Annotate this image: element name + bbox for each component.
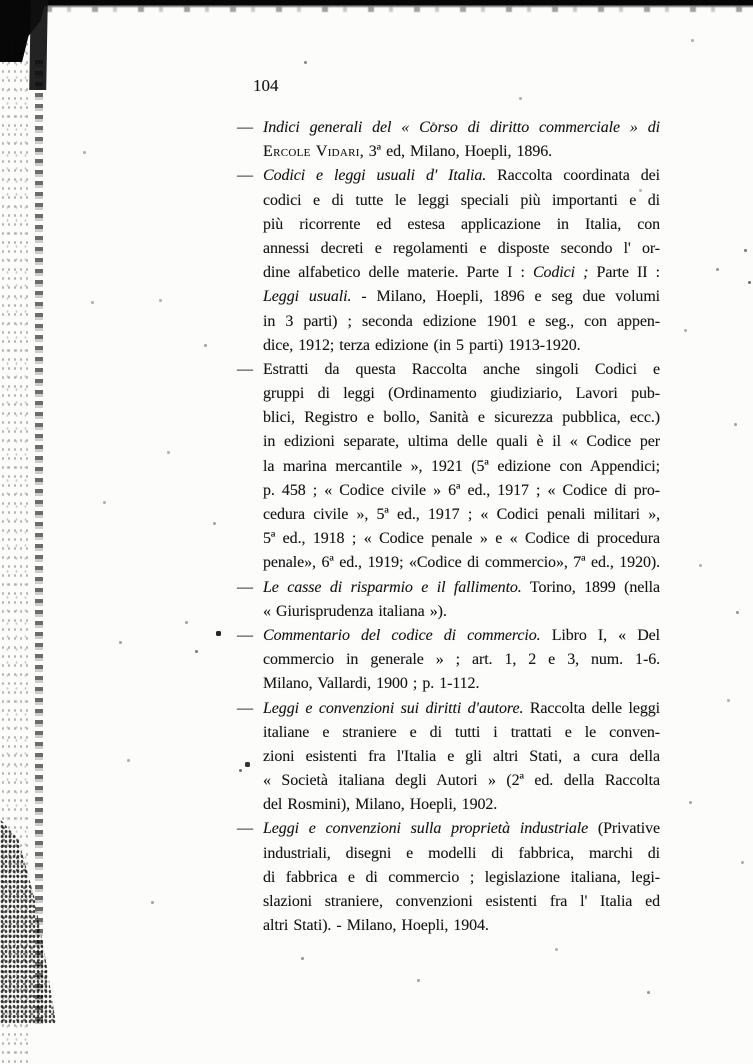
text-segment: Milano, Vallardi, 1900 ; p. 1-112. — [263, 675, 480, 693]
bibliography-entry — [237, 358, 660, 576]
text-segment: Codici e leggi usuali d' Italia. — [263, 167, 487, 185]
text-line — [263, 503, 660, 527]
text-line — [263, 116, 660, 140]
scan-artifact-binding-line — [35, 60, 43, 1024]
text-segment: la marina mercantile », 1921 (5ª edizione con Appendici; — [263, 457, 660, 475]
entry-dash: — — [237, 119, 253, 136]
entry-dash: — — [237, 360, 253, 378]
text-line — [263, 648, 660, 672]
text-segment: p. 458 ; « Codice civile » 6ª ed., 1917 ; « Codice di pro- — [263, 481, 660, 499]
bibliography-entry — [237, 624, 660, 697]
entry-dash: — — [237, 167, 253, 185]
text-line — [263, 140, 660, 164]
text-segment: Indici generali del « Corso di diritto commerciale » di — [263, 119, 660, 136]
text-segment: Le casse di risparmio e il fallimento. — [263, 578, 522, 596]
scan-artifact-speckle — [0, 0, 1, 1]
text-line — [263, 672, 660, 696]
text-segment: in 3 parti) ; seconda edizione 1901 e seg., con appen- — [263, 312, 660, 330]
text-line — [263, 793, 660, 817]
text-line — [263, 914, 660, 938]
text-segment: Parte II : — [588, 264, 660, 282]
text-segment: del Rosmini), Milano, Hoepli, 1902. — [263, 796, 498, 814]
text-line — [263, 213, 660, 237]
text-segment: dice, 1912; terza edizione (in 5 parti) 1913-1920. — [263, 336, 581, 354]
text-segment: Torino, 1899 (nella — [521, 578, 660, 596]
text-line — [263, 551, 660, 575]
text-line — [263, 334, 660, 358]
text-segment: zioni esistenti fra l'Italia e gli altri Stati, a cura della — [263, 747, 660, 765]
text-segment: commercio in generale » ; art. 1, 2 e 3, num. 1-6. — [263, 651, 660, 669]
text-segment: Raccolta coordinata dei — [486, 167, 660, 185]
text-line — [263, 479, 660, 503]
text-line — [263, 890, 660, 914]
text-line — [263, 406, 660, 430]
text-line — [263, 189, 660, 213]
text-line — [263, 721, 660, 745]
text-segment: Codici ; — [532, 264, 589, 282]
text-line — [263, 455, 660, 479]
text-line — [263, 358, 660, 382]
text-segment: altri Stati). - Milano, Hoepli, 1904. — [263, 917, 489, 935]
text-segment: blici, Registro e bollo, Sanità e sicurezza pubblica, ecc.) — [263, 409, 660, 427]
text-segment: Leggi e convenzioni sui diritti d'autore. — [263, 699, 524, 717]
entry-dash: — — [237, 820, 253, 838]
text-line — [263, 697, 660, 721]
text-segment: Commentario del codice di commercio. — [263, 626, 541, 644]
text-segment: Raccolta delle leggi — [523, 699, 660, 717]
text-segment: penale», 6ª ed., 1919; «Codice di commercio», 7ª ed., 1920). — [263, 554, 660, 572]
text-line — [263, 600, 660, 624]
text-line — [263, 382, 660, 406]
bibliography-list — [237, 116, 660, 938]
text-line — [263, 576, 660, 600]
bibliography-entry — [237, 116, 660, 164]
text-line — [263, 164, 660, 188]
text-line — [263, 261, 660, 285]
text-segment: Libro I, « Del — [540, 626, 660, 644]
text-segment: più ricorrente ed estesa applicazione in Italia, con — [263, 215, 660, 233]
text-line — [263, 237, 660, 261]
text-segment: di fabbrica e di commercio ; legislazione italiana, legi- — [263, 868, 660, 886]
text-segment: Leggi usuali. — [263, 288, 352, 306]
text-segment: , 3ª ed, Milano, Hoepli, 1896. — [359, 143, 553, 161]
text-segment: cedura civile », 5ª ed., 1917 ; « Codici penali militari », — [263, 506, 660, 523]
page-number: 104 — [253, 76, 279, 95]
text-segment: Leggi e convenzioni sulla proprietà industriale — [263, 820, 589, 838]
bibliography-entry — [237, 817, 660, 938]
scan-artifact-bottom-blob — [0, 819, 66, 1024]
text-segment: gruppi di leggi (Ordinamento giudiziario, Lavori pub- — [263, 385, 660, 403]
text-line — [263, 817, 660, 841]
text-segment: in edizioni separate, ultima delle quali è il « Codice per — [263, 433, 660, 451]
text-segment: 5ª ed., 1918 ; « Codice penale » e « Codice di procedura — [263, 530, 660, 548]
text-segment: Estratti da questa Raccolta anche singoli Codici e — [263, 360, 660, 378]
text-segment: annessi decreti e regolamenti e disposte secondo l' or- — [263, 239, 660, 257]
text-segment: industriali, disegni e modelli di fabbrica, marchi di — [263, 844, 660, 862]
text-line — [263, 769, 660, 793]
entry-dash: — — [237, 626, 253, 644]
bibliography-entry — [237, 164, 660, 358]
text-segment: « Giurisprudenza italiana »). — [263, 602, 447, 620]
text-segment: codici e di tutte le leggi speciali più importanti e di — [263, 191, 660, 209]
text-segment: (Privative — [588, 820, 660, 838]
text-line — [263, 430, 660, 454]
text-segment: « Società italiana degli Autori » (2ª ed. della Raccolta — [263, 772, 660, 790]
text-segment: slazioni straniere, convenzioni esistenti fra l' Italia ed — [263, 893, 660, 910]
text-segment: Ercole Vidari — [263, 143, 360, 161]
text-line — [263, 310, 660, 334]
text-line — [263, 527, 660, 551]
text-segment: - Milano, Hoepli, 1896 e seg due volumi — [351, 288, 660, 306]
text-line — [263, 624, 660, 648]
text-line — [263, 285, 660, 309]
text-line — [263, 866, 660, 890]
bibliography-entry — [237, 697, 660, 818]
entry-dash: — — [237, 699, 253, 717]
text-line — [263, 745, 660, 769]
scan-artifact-top-fray — [0, 7, 753, 12]
bibliography-entry — [237, 576, 660, 624]
text-segment: dine alfabetico delle materie. Parte I : — [263, 264, 533, 282]
text-line — [263, 842, 660, 866]
entry-dash: — — [237, 578, 253, 596]
text-segment: italiane e straniere e di tutti i trattati e le conven- — [263, 723, 660, 741]
